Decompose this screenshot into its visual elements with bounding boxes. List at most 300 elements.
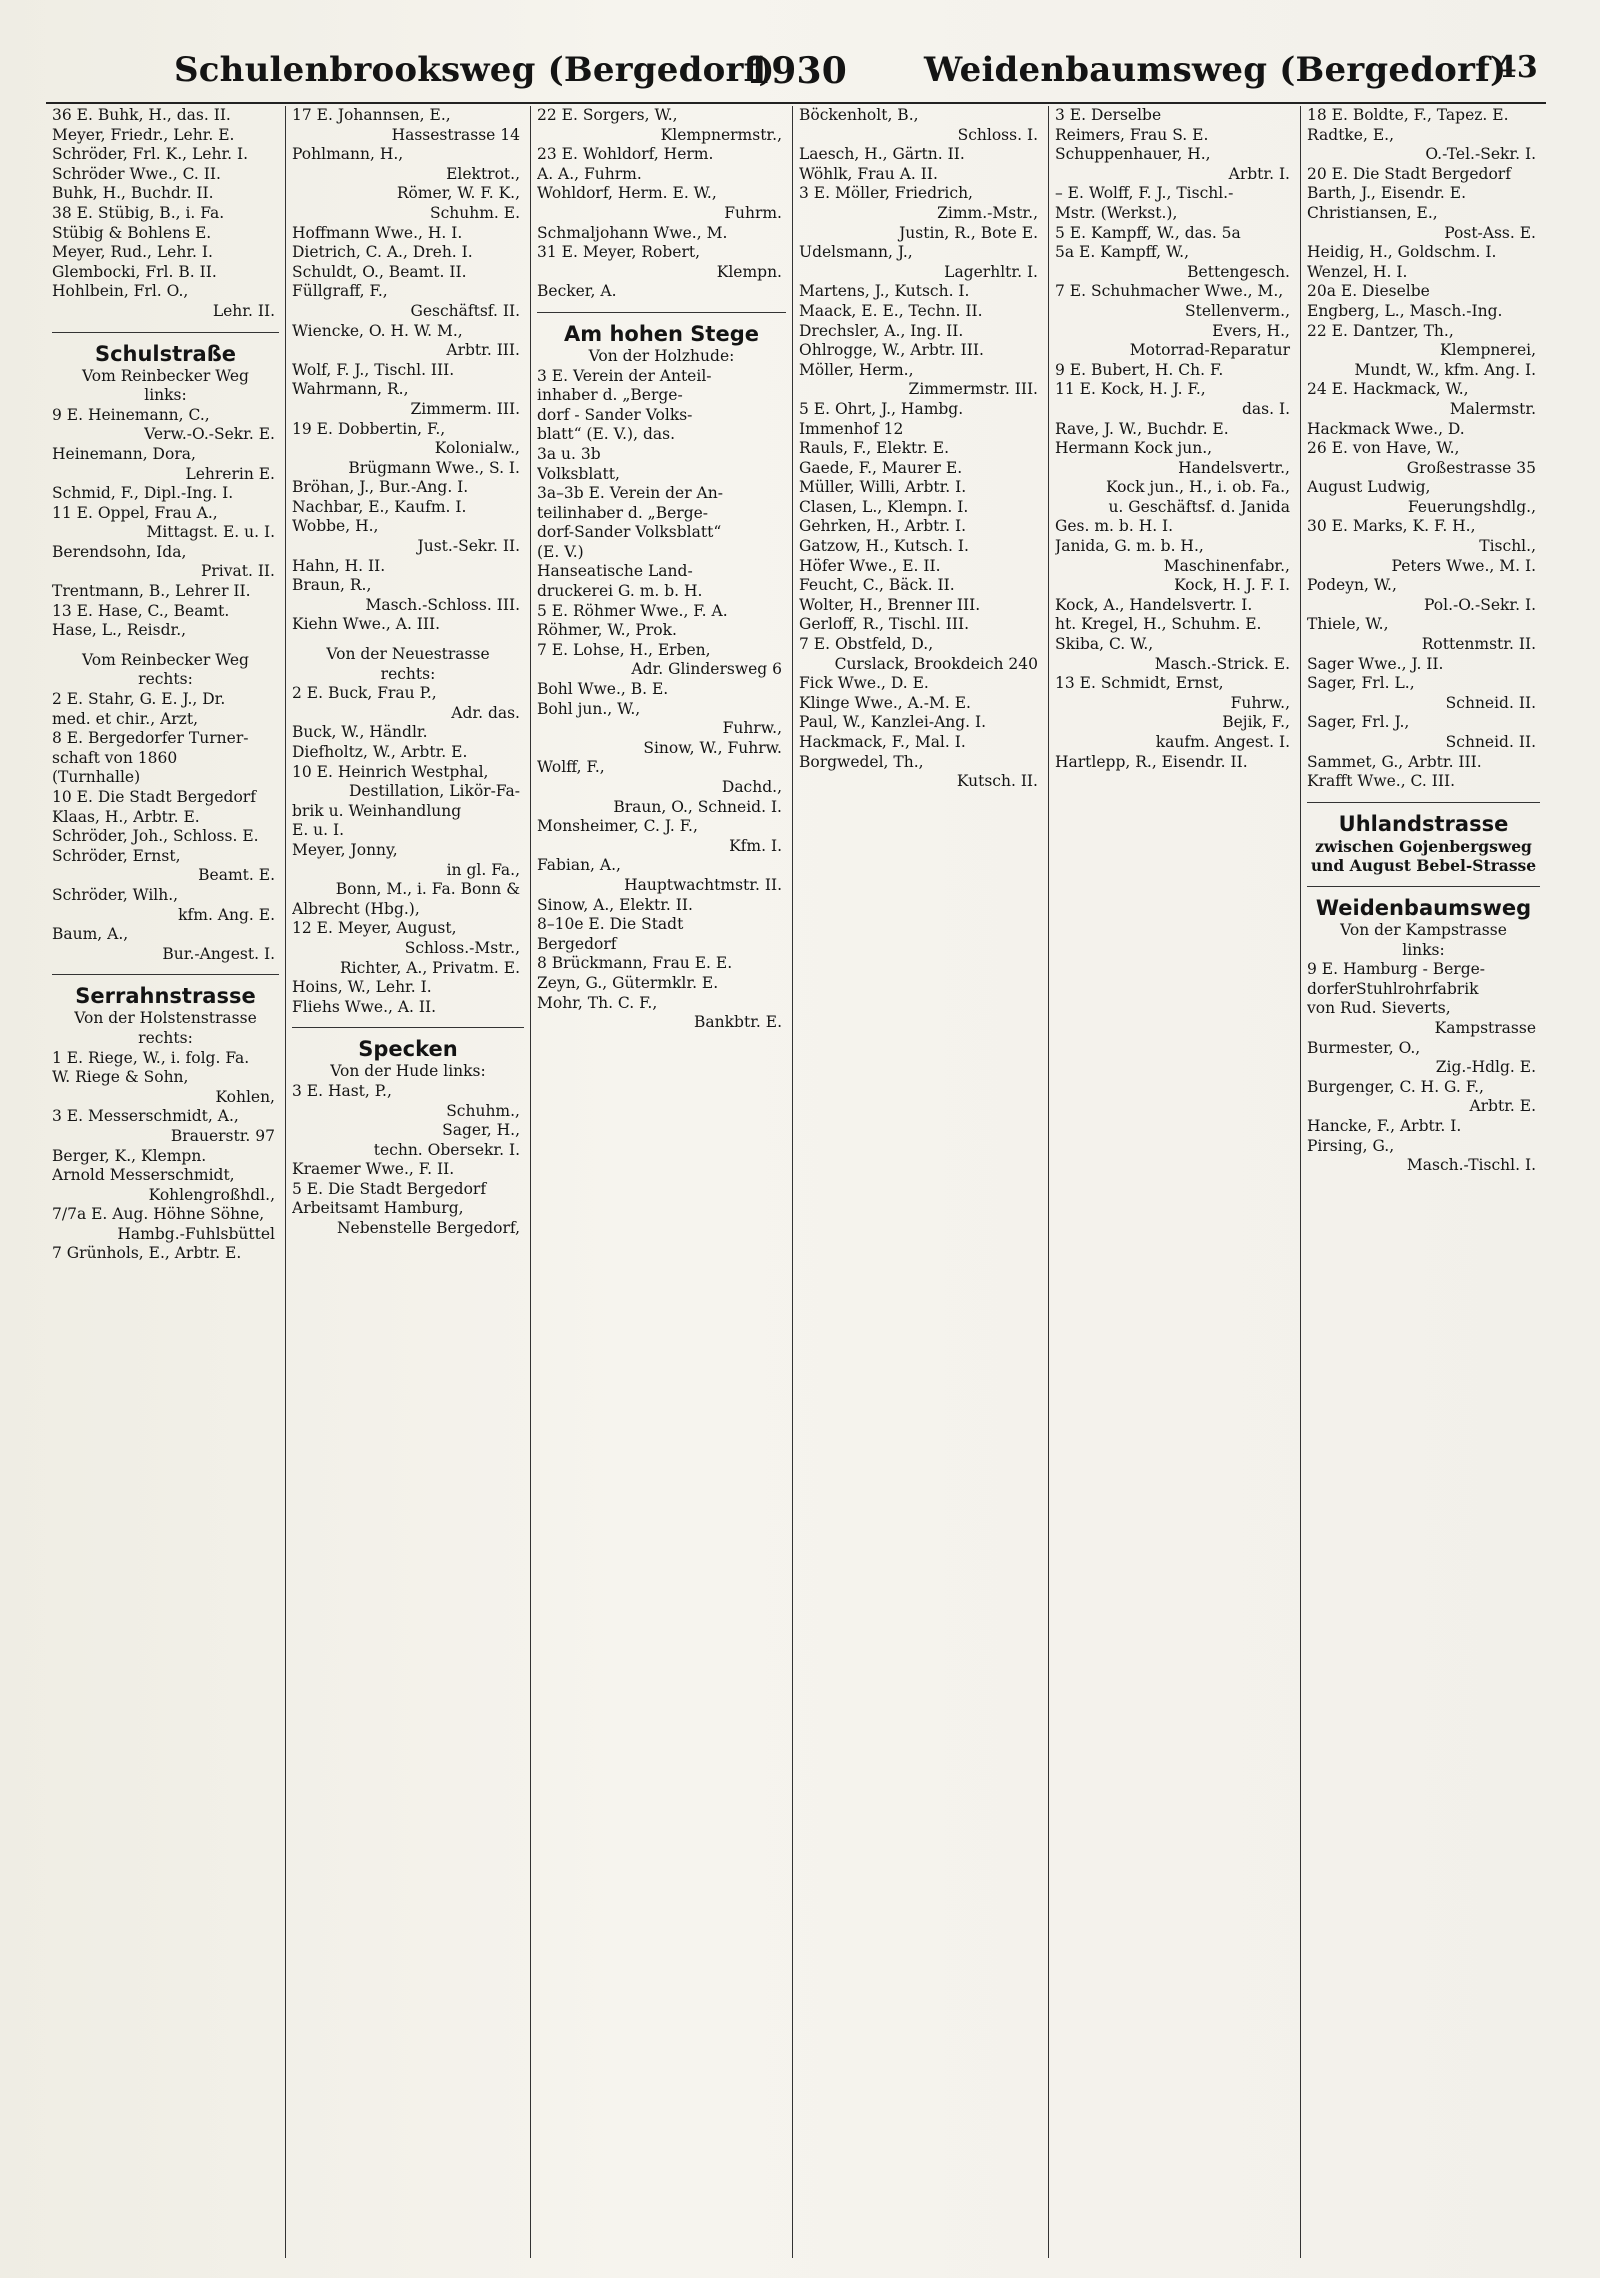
directory-entry: Gehrken, H., Arbtr. I. — [799, 517, 967, 536]
directory-entry: 3 E. Möller, Friedrich, — [799, 184, 973, 203]
directory-entry: Handelsvertr., — [1178, 458, 1290, 477]
street-heading: Am hohen Stege — [537, 312, 786, 347]
directory-entry: 22 E. Sorgers, W., — [537, 106, 678, 124]
section-subheading: und August Bebel-Strasse — [1310, 856, 1537, 876]
directory-entry: 3 E. Derselbe — [1055, 106, 1162, 124]
directory-entry: 8–10e E. Die Stadt — [537, 915, 684, 934]
directory-entry: Schröder Wwe., C. II. — [52, 164, 221, 183]
directory-entry: Nebenstelle Bergedorf, — [336, 1219, 520, 1238]
entry-list — [1307, 960, 1540, 1176]
column-1 — [46, 106, 286, 2258]
directory-entry: Hanseatische Land- — [537, 562, 693, 581]
directory-entry: 38 E. Stübig, B., i. Fa. — [52, 203, 225, 222]
directory-entry: Hackmack, F., Mal. I. — [799, 733, 966, 751]
directory-entry: Tischl., — [1479, 537, 1536, 556]
entry-continuation: Lehr. II. — [212, 301, 275, 320]
directory-entry: Buhk, H., Buchdr. II. — [52, 184, 214, 203]
directory-entry: Richter, A., Privatm. E. — [339, 958, 520, 977]
directory-entry: Schröder, Frl. K., Lehr. I. — [52, 145, 249, 164]
directory-entry: Böckenholt, B., — [799, 106, 919, 124]
directory-entry: Arbtr. I. — [1228, 164, 1290, 183]
page-number: 43 — [1495, 50, 1538, 85]
directory-entry: Mittagst. E. u. I. — [146, 523, 275, 542]
section-subheading: Vom Reinbecker Weg — [82, 366, 249, 385]
directory-entry: Radtke, E., — [1307, 125, 1395, 144]
directory-entry: Klempnerei, — [1440, 341, 1536, 360]
directory-entry: Schmaljohann Wwe., M. — [537, 223, 728, 242]
directory-entry: 3a u. 3b — [537, 444, 601, 463]
directory-entry: 10 E. Die Stadt Bergedorf — [52, 788, 256, 806]
directory-entry: Hermann Kock jun., — [1055, 439, 1213, 458]
directory-entry: 3a–3b E. Verein der An- — [537, 484, 723, 503]
section-subheading: Von der Holstenstrasse — [74, 1009, 257, 1028]
directory-columns — [46, 106, 1546, 2258]
directory-entry: u. Geschäftsf. d. Janida — [1108, 497, 1290, 516]
directory-entry: 18 E. Boldte, F., Tapez. E. — [1307, 106, 1509, 124]
directory-entry: Mstr. (Werkst.), — [1055, 203, 1178, 222]
directory-entry: (E. V.) — [537, 542, 584, 561]
directory-entry: Schuppenhauer, H., — [1055, 145, 1211, 164]
directory-entry: Schmid, F., Dipl.-Ing. I. — [52, 484, 234, 503]
directory-entry: Wolter, H., Brenner III. — [799, 595, 981, 614]
directory-entry: Meyer, Rud., Lehr. I. — [52, 243, 213, 262]
directory-entry: Borgwedel, Th., — [799, 752, 924, 771]
directory-entry: Wenzel, H. I. — [1307, 262, 1408, 281]
directory-entry: Immenhof 12 — [799, 419, 904, 438]
directory-entry: Hancke, F., Arbtr. I. — [1307, 1116, 1462, 1135]
directory-entry: 3 E. Messerschmidt, A., — [52, 1107, 239, 1126]
entry-list — [537, 367, 786, 1033]
directory-entry: Skiba, C. W., — [1055, 635, 1154, 654]
directory-entry: Bohl Wwe., B. E. — [537, 680, 669, 699]
entry-list — [52, 690, 279, 964]
directory-entry: Rottenmstr. II. — [1421, 635, 1536, 654]
street-heading: Schulstraße — [52, 332, 279, 367]
directory-entry: Fuhrw., — [722, 719, 782, 738]
directory-entry: inhaber d. „Berge- — [537, 386, 683, 405]
directory-entry: (Turnhalle) — [52, 768, 141, 787]
directory-entry: Klinge Wwe., A.-M. E. — [799, 693, 971, 712]
directory-entry: Schneid. II. — [1445, 733, 1536, 751]
directory-entry: Fuhrm. — [724, 203, 782, 222]
directory-entry: Maschinenfabr., — [1163, 556, 1290, 575]
directory-entry: brik u. Weinhandlung — [292, 801, 462, 820]
directory-entry: Hambg.-Fuhlsbüttel — [117, 1224, 275, 1243]
directory-entry: druckerei G. m. b. H. — [537, 582, 703, 601]
section-subheading: Von der Neuestrasse — [326, 645, 490, 664]
directory-entry: Schloss.-Mstr., — [404, 938, 520, 957]
directory-entry: Barth, J., Eisendr. E. — [1307, 184, 1467, 203]
column-6 — [1301, 106, 1546, 2258]
directory-entry: Fuhrw., — [1230, 693, 1290, 712]
directory-entry: Hase, L., Reisdr., — [52, 621, 187, 640]
directory-entry: Trentmann, B., Lehrer II. — [52, 582, 251, 601]
directory-entry: teilinhaber d. „Berge- — [537, 503, 709, 522]
directory-entry: Lehrerin E. — [185, 464, 275, 483]
header-right-street: Weidenbaumsweg (Bergedorf) — [924, 50, 1507, 90]
directory-entry: Berendsohn, Ida, — [52, 542, 187, 561]
directory-entry: Braun, O., Schneid. I. — [613, 797, 782, 816]
section-subheading: Vom Reinbecker Weg — [82, 650, 249, 669]
directory-entry: dorf-Sander Volksblatt“ — [537, 523, 722, 542]
directory-entry: dorf - Sander Volks- — [537, 405, 693, 424]
directory-entry: Janida, G. m. b. H., — [1055, 537, 1204, 556]
directory-entry: Wolf, F. J., Tischl. III. — [292, 360, 455, 379]
directory-entry: 3 E. Verein der Anteil- — [537, 366, 712, 385]
directory-entry: schaft von 1860 — [52, 748, 178, 767]
directory-entry: Bonn, M., i. Fa. Bonn & — [335, 880, 520, 899]
directory-entry: Fick Wwe., D. E. — [799, 674, 929, 693]
directory-entry: ht. Kregel, H., Schuhm. E. — [1055, 615, 1262, 634]
directory-entry: in gl. Fa., — [446, 860, 520, 879]
directory-entry: Klempnermstr., — [660, 125, 782, 144]
directory-entry: – E. Wolff, F. J., Tischl.- — [1055, 184, 1234, 203]
directory-entry: 2 E. Buck, Frau P., — [292, 684, 437, 703]
directory-entry: Masch.-Schloss. III. — [365, 595, 520, 614]
directory-entry: Brauerstr. 97 — [170, 1126, 275, 1145]
section-subheading: Von der Hude links: — [330, 1062, 486, 1081]
directory-entry: Wahrmann, R., — [292, 380, 409, 399]
directory-entry: Hohlbein, Frl. O., — [52, 282, 189, 301]
directory-entry: Hahn, H. II. — [292, 556, 386, 575]
directory-entry: Bergedorf — [537, 934, 617, 953]
street-heading: Serrahnstrasse — [52, 974, 279, 1009]
directory-entry: Meyer, Friedr., Lehr. E. — [52, 125, 235, 144]
directory-entry: med. et chir., Arzt, — [52, 709, 199, 728]
directory-entry: Hassestrasse 14 — [391, 125, 520, 144]
directory-entry: Wobbe, H., — [292, 517, 379, 536]
directory-entry: 20 E. Die Stadt Bergedorf — [1307, 164, 1511, 183]
directory-entry: Sager, Frl. J., — [1307, 713, 1410, 732]
directory-entry: Pohlmann, H., — [292, 145, 404, 164]
directory-entry: das. I. — [1241, 399, 1290, 418]
section-subheading: rechts: — [380, 664, 436, 683]
directory-entry: Füllgraff, F., — [292, 282, 388, 301]
directory-entry: Sager, H., — [442, 1121, 520, 1140]
directory-entry: Drechsler, A., Ing. II. — [799, 321, 964, 340]
directory-entry: 11 E. Oppel, Frau A., — [52, 503, 218, 522]
directory-entry: Schröder, Wilh., — [52, 885, 179, 904]
directory-entry: 5 E. Die Stadt Bergedorf — [292, 1179, 487, 1198]
directory-entry: Schuhm. E. — [429, 203, 520, 222]
directory-entry: kfm. Ang. E. — [178, 905, 275, 924]
directory-entry: Kampstrasse — [1434, 1018, 1536, 1037]
directory-entry: Rauls, F., Elektr. E. — [799, 439, 950, 458]
directory-entry: 2 E. Stahr, G. E. J., Dr. — [52, 690, 226, 709]
directory-entry: Laesch, H., Gärtn. II. — [799, 145, 965, 164]
directory-entry: 7 E. Schuhmacher Wwe., M., — [1055, 282, 1284, 301]
street-heading: Specken — [292, 1027, 524, 1062]
directory-entry: Udelsmann, J., — [799, 243, 913, 262]
directory-entry: Glembocki, Frl. B. II. — [52, 262, 217, 281]
directory-entry: 7 E. Obstfeld, D., — [799, 635, 934, 654]
directory-entry: Möller, Herm., — [799, 360, 914, 379]
directory-entry: Kohlengroßhdl., — [148, 1185, 275, 1204]
directory-entry: Kock jun., H., i. ob. Fa., — [1105, 478, 1290, 497]
directory-entry: W. Riege & Sohn, — [52, 1068, 189, 1087]
entry-list — [292, 684, 524, 1017]
directory-entry: Diefholtz, W., Arbtr. E. — [292, 743, 468, 761]
column-5 — [1049, 106, 1301, 2258]
directory-entry: Feucht, C., Bäck. II. — [799, 576, 955, 595]
directory-entry: 7/7a E. Aug. Höhne Söhne, — [52, 1205, 265, 1224]
directory-entry: 5 E. Kampff, W., das. 5a — [1055, 223, 1241, 242]
directory-entry: Martens, J., Kutsch. I. — [799, 282, 970, 301]
directory-entry: Zimm.-Mstr., — [937, 203, 1038, 222]
directory-entry: Rave, J. W., Buchdr. E. — [1055, 419, 1229, 438]
directory-entry: Sager, Frl. L., — [1307, 674, 1415, 693]
directory-entry: 36 E. Buhk, H., das. II. — [52, 106, 231, 124]
directory-entry: Klaas, H., Arbtr. E. — [52, 807, 200, 826]
directory-entry: Verw.-O.-Sekr. E. — [144, 425, 275, 444]
directory-entry: Hartlepp, R., Eisendr. II. — [1055, 752, 1248, 771]
directory-entry: 13 E. Hase, C., Beamt. — [52, 601, 230, 620]
directory-entry: Reimers, Frau S. E. — [1055, 125, 1209, 144]
page-header — [46, 38, 1546, 104]
directory-entry: Engberg, L., Masch.-Ing. — [1307, 301, 1503, 320]
directory-entry: 5 E. Röhmer Wwe., F. A. — [537, 601, 728, 620]
directory-entry: Bankbtr. E. — [694, 1013, 782, 1032]
directory-entry: 20a E. Dieselbe — [1307, 282, 1430, 301]
directory-entry: von Rud. Sieverts, — [1307, 999, 1451, 1018]
directory-entry: Großestrasse 35 — [1406, 458, 1536, 477]
column-4 — [793, 106, 1049, 2258]
directory-entry: Paul, W., Kanzlei-Ang. I. — [799, 713, 987, 732]
directory-entry: E. u. I. — [292, 821, 345, 840]
directory-entry: Gerloff, R., Tischl. III. — [799, 615, 970, 634]
directory-entry: Kiehn Wwe., A. III. — [292, 615, 441, 634]
section-subheading: links: — [144, 386, 187, 405]
directory-entry: Schuldt, O., Beamt. II. — [292, 262, 467, 281]
directory-entry: Masch.-Tischl. I. — [1406, 1156, 1536, 1175]
directory-entry: 26 E. von Have, W., — [1307, 439, 1460, 458]
entry-list — [52, 106, 279, 302]
directory-entry: Zig.-Hdlg. E. — [1435, 1058, 1536, 1077]
directory-entry: Bejik, F., — [1222, 713, 1290, 732]
directory-entry: Pirsing, G., — [1307, 1136, 1395, 1155]
directory-entry: Mundt, W., kfm. Ang. I. — [1354, 360, 1536, 379]
directory-entry: dorferStuhlrohrfabrik — [1307, 979, 1479, 998]
directory-entry: Hackmack Wwe., D. — [1307, 419, 1465, 438]
directory-entry: Bettengesch. — [1187, 262, 1290, 281]
directory-entry: 9 E. Heinemann, C., — [52, 405, 210, 424]
directory-entry: Arbtr. E. — [1469, 1097, 1536, 1116]
directory-entry: Christiansen, E., — [1307, 203, 1438, 222]
directory-entry: Klempn. — [716, 262, 782, 281]
directory-entry: 7 E. Lohse, H., Erben, — [537, 640, 711, 659]
directory-entry: Schröder, Ernst, — [52, 846, 181, 865]
directory-entry: Zeyn, G., Gütermklr. E. — [537, 973, 719, 992]
directory-entry: Bohl jun., W., — [537, 699, 641, 718]
directory-entry: Schneid. II. — [1445, 693, 1536, 712]
directory-entry: Podeyn, W., — [1307, 576, 1397, 595]
directory-entry: Heinemann, Dora, — [52, 444, 196, 463]
directory-entry: Destillation, Likör-Fa- — [348, 782, 520, 801]
directory-entry: Römer, W. F. K., — [396, 184, 520, 203]
column-3 — [531, 106, 793, 2258]
entry-list — [1055, 106, 1294, 772]
directory-entry: 13 E. Schmidt, Ernst, — [1055, 674, 1224, 693]
directory-entry: Burgenger, C. H. G. F., — [1307, 1077, 1484, 1096]
directory-entry: O.-Tel.-Sekr. I. — [1425, 145, 1536, 164]
directory-entry: Wohldorf, Herm. E. W., — [537, 184, 717, 203]
directory-entry: Peters Wwe., M. I. — [1391, 556, 1536, 575]
directory-entry: Hauptwachtmstr. II. — [624, 875, 782, 894]
street-heading: Uhlandstrasse — [1307, 802, 1540, 837]
directory-entry: Fabian, A., — [537, 856, 621, 875]
directory-entry: 3 E. Hast, P., — [292, 1081, 392, 1100]
directory-entry: Monsheimer, C. J. F., — [537, 817, 698, 836]
directory-entry: Beamt. E. — [198, 866, 275, 885]
directory-entry: Lagerhltr. I. — [944, 262, 1038, 281]
entry-list — [292, 106, 524, 635]
directory-entry: 24 E. Hackmack, W., — [1307, 380, 1469, 399]
directory-entry: Dietrich, C. A., Dreh. I. — [292, 243, 473, 262]
directory-entry: Wolff, F., — [537, 758, 605, 777]
directory-entry: Berger, K., Klempn. — [52, 1146, 207, 1165]
directory-entry: Malermstr. — [1449, 399, 1536, 418]
directory-entry: Fliehs Wwe., A. II. — [292, 997, 437, 1016]
directory-entry: Wöhlk, Frau A. II. — [799, 164, 938, 183]
directory-entry: 8 E. Bergedorfer Turner- — [52, 729, 249, 748]
directory-entry: Feuerungshdlg., — [1407, 497, 1536, 516]
directory-entry: Zimmerm. III. — [410, 399, 520, 418]
column-2 — [286, 106, 531, 2258]
directory-entry: Nachbar, E., Kaufm. I. — [292, 497, 467, 516]
street-heading: Weidenbaumsweg — [1307, 886, 1540, 921]
directory-entry: 11 E. Kock, H. J. F., — [1055, 380, 1206, 399]
directory-entry: Gaede, F., Maurer E. — [799, 458, 963, 477]
directory-entry: Kutsch. II. — [956, 772, 1038, 791]
directory-entry: Justin, R., Bote E. — [899, 223, 1038, 242]
directory-entry: Schröder, Joh., Schloss. E. — [52, 827, 259, 846]
directory-entry: Arbeitsamt Hamburg, — [292, 1199, 464, 1218]
directory-entry: Pol.-O.-Sekr. I. — [1423, 595, 1536, 614]
directory-entry: Gatzow, H., Kutsch. I. — [799, 537, 969, 556]
entry-list — [1307, 106, 1540, 792]
section-subheading: rechts: — [138, 670, 193, 689]
entry-list — [537, 106, 786, 302]
directory-entry: Meyer, Jonny, — [292, 840, 398, 859]
directory-entry: Privat. II. — [200, 562, 275, 581]
directory-entry: Sager Wwe., J. II. — [1307, 654, 1444, 673]
directory-entry: 17 E. Johannsen, E., — [292, 106, 451, 124]
header-left-street: Schulenbrooksweg (Bergedorf) — [174, 50, 775, 90]
directory-entry: blatt“ (E. V.), das. — [537, 425, 676, 444]
directory-entry: Röhmer, W., Prok. — [537, 621, 677, 640]
entry-list — [292, 1082, 524, 1239]
directory-entry: Wiencke, O. H. W. M., — [292, 321, 463, 340]
directory-entry: August Ludwig, — [1307, 478, 1431, 497]
directory-entry: Höfer Wwe., E. II. — [799, 556, 941, 575]
directory-entry: Arbtr. III. — [446, 341, 520, 360]
directory-entry: Schloss. I. — [957, 125, 1038, 144]
header-year: 1930 — [746, 50, 847, 92]
directory-entry: Kolonialw., — [434, 439, 520, 458]
directory-entry: Sammet, G., Arbtr. III. — [1307, 752, 1482, 771]
directory-entry: Masch.-Strick. E. — [1154, 654, 1290, 673]
directory-entry: 10 E. Heinrich Westphal, — [292, 762, 489, 781]
directory-entry: Kfm. I. — [729, 836, 782, 855]
directory-entry: Müller, Willi, Arbtr. I. — [799, 478, 967, 497]
directory-entry: Burmester, O., — [1307, 1038, 1421, 1057]
directory-entry: Dachd., — [721, 778, 782, 796]
directory-entry: Kock, H. J. F. I. — [1174, 576, 1290, 595]
directory-entry: Kraemer Wwe., F. II. — [292, 1160, 455, 1179]
directory-entry: Kock, A., Handelsvertr. I. — [1055, 595, 1253, 614]
directory-entry: 5 E. Ohrt, J., Hambg. — [799, 399, 964, 418]
directory-entry: 9 E. Bubert, H. Ch. F. — [1055, 360, 1224, 379]
entry-list — [52, 406, 279, 641]
section-subheading: zwischen Gojenbergsweg — [1315, 836, 1532, 856]
directory-entry: Maack, E. E., Techn. II. — [799, 301, 983, 320]
directory-entry: Adr. das. — [451, 703, 520, 722]
directory-entry: Buck, W., Händlr. — [292, 723, 428, 742]
directory-entry: Motorrad-Reparatur — [1129, 341, 1290, 360]
directory-entry: Thiele, W., — [1307, 615, 1389, 634]
directory-entry: 19 E. Dobbertin, F., — [292, 419, 446, 438]
directory-entry: 22 E. Dantzer, Th., — [1307, 321, 1454, 340]
directory-entry: Schuhm., — [446, 1101, 520, 1120]
directory-entry: Mohr, Th. C. F., — [537, 993, 658, 1012]
directory-entry: Curslack, Brookdeich 240 — [834, 654, 1038, 673]
directory-entry: Evers, H., — [1212, 321, 1290, 340]
directory-entry: Kohlen, — [215, 1087, 275, 1106]
directory-entry: Sinow, A., Elektr. II. — [537, 895, 693, 914]
directory-entry: Stellenverm., — [1185, 301, 1290, 320]
section-subheading: rechts: — [138, 1028, 193, 1047]
directory-entry: Ges. m. b. H. I. — [1055, 517, 1174, 536]
section-subheading: links: — [1402, 940, 1445, 959]
directory-entry: 8 Brückmann, Frau E. E. — [537, 954, 733, 973]
directory-entry: 7 Grünhols, E., Arbtr. E. — [52, 1244, 242, 1263]
directory-entry: Ohlrogge, W., Arbtr. III. — [799, 341, 984, 360]
directory-entry: Braun, R., — [292, 576, 372, 595]
directory-entry: Brügmann Wwe., S. I. — [348, 458, 520, 477]
directory-entry: Krafft Wwe., C. III. — [1307, 772, 1456, 791]
directory-entry: 23 E. Wohldorf, Herm. — [537, 145, 714, 164]
directory-entry: Hoins, W., Lehr. I. — [292, 978, 432, 997]
directory-entry: Sinow, W., Fuhrw. — [643, 738, 782, 757]
directory-entry: 31 E. Meyer, Robert, — [537, 243, 701, 262]
directory-entry: techn. Obersekr. I. — [373, 1140, 520, 1159]
directory-entry: Clasen, L., Klempn. I. — [799, 497, 969, 516]
directory-entry: Adr. Glindersweg 6 — [631, 660, 782, 679]
directory-entry: 5a E. Kampff, W., — [1055, 243, 1190, 262]
directory-entry: Elektrot., — [446, 164, 520, 183]
directory-entry: Stübig & Bohlens E. — [52, 223, 212, 242]
directory-entry: Arnold Messerschmidt, — [52, 1166, 235, 1185]
directory-entry: 30 E. Marks, K. F. H., — [1307, 517, 1476, 536]
directory-entry: Heidig, H., Goldschm. I. — [1307, 243, 1497, 262]
directory-entry: 1 E. Riege, W., i. folg. Fa. — [52, 1048, 250, 1067]
directory-entry: Hoffmann Wwe., H. I. — [292, 223, 463, 242]
directory-entry: 12 E. Meyer, August, — [292, 919, 457, 938]
entry-list — [52, 1049, 279, 1265]
directory-entry: Volksblatt, — [537, 464, 620, 483]
directory-entry: Becker, A. — [537, 282, 617, 301]
directory-entry: Just.-Sekr. II. — [417, 537, 520, 556]
directory-entry: kaufm. Angest. I. — [1155, 733, 1290, 751]
directory-entry: Albrecht (Hbg.), — [292, 899, 420, 918]
section-subheading: Von der Holzhude: — [588, 346, 735, 365]
section-subheading: Von der Kampstrasse — [1340, 920, 1507, 939]
directory-entry: Zimmermstr. III. — [908, 380, 1038, 399]
directory-entry: Baum, A., — [52, 925, 129, 944]
entry-list — [799, 106, 1042, 792]
directory-entry: Geschäftsf. II. — [410, 301, 520, 320]
directory-entry: A. A., Fuhrm. — [537, 164, 642, 183]
